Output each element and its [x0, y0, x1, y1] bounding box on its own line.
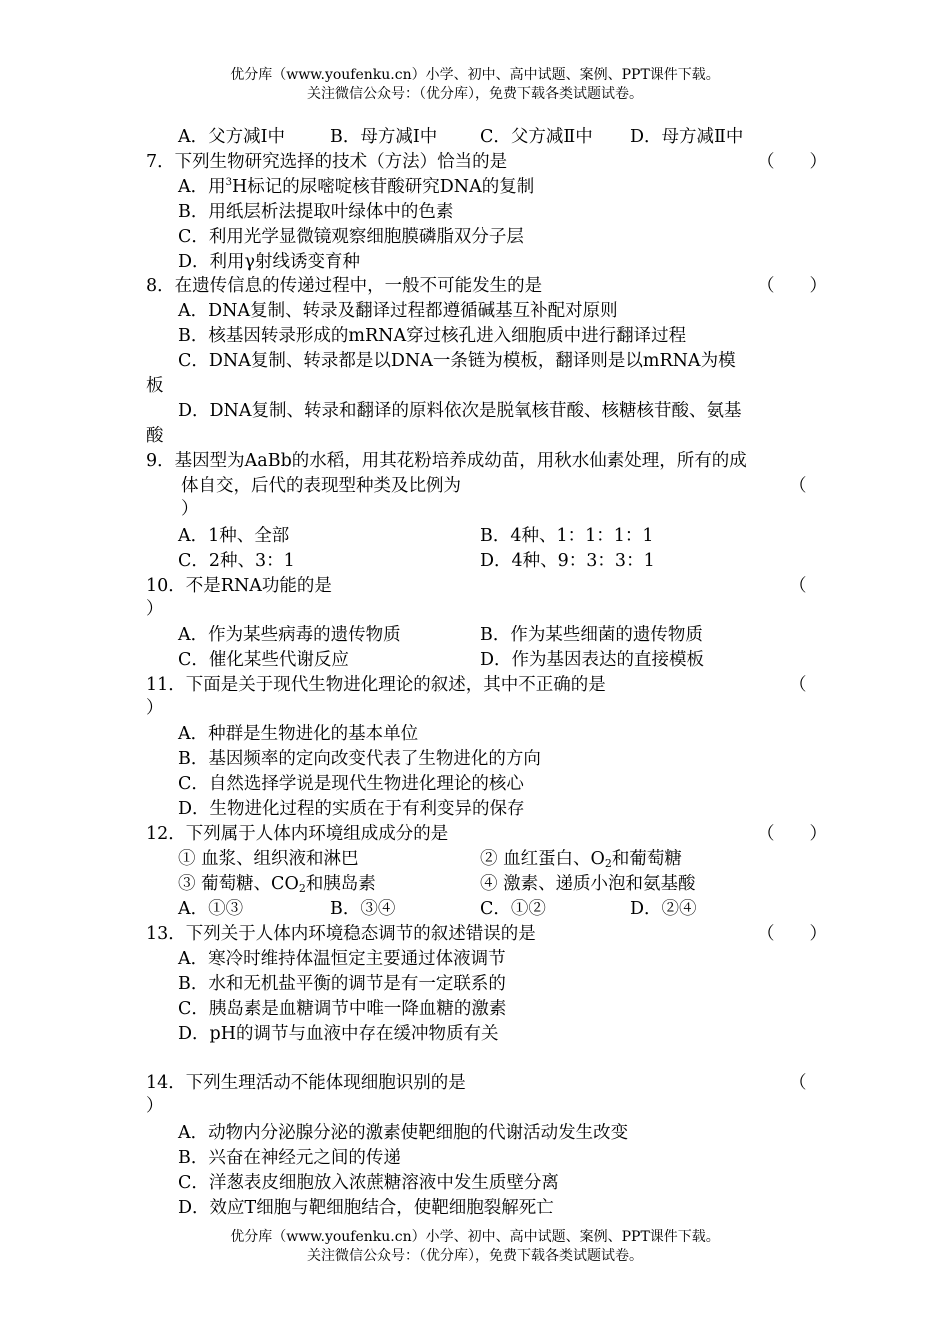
q14-bracket-close: ）	[146, 1096, 164, 1116]
q12-item-3-subscript: 2	[298, 882, 306, 895]
q10-stem: 10．不是RNA功能的是	[146, 576, 332, 596]
footer-line-2: 关注微信公众号：（优分库），免费下载各类试题试卷。	[307, 1248, 643, 1264]
q8-option-d-continued: 酸	[146, 426, 164, 446]
q9-option-a: A．1种、全部	[178, 526, 290, 546]
q11-bracket-open: （	[789, 675, 807, 695]
q9-option-c: C．2种、3：1	[178, 551, 295, 571]
header-line-2: 关注微信公众号：（优分库），免费下载各类试题试卷。	[307, 86, 643, 102]
q8-option-c: C．DNA复制、转录都是以DNA一条链为模板，翻译则是以mRNA为模	[178, 351, 736, 371]
q11-bracket-close: ）	[146, 698, 164, 718]
q6-option-a: A．父方减Ⅰ中	[178, 127, 286, 147]
q6-option-c: C．父方减Ⅱ中	[480, 127, 593, 147]
q11-stem: 11．下面是关于现代生物进化理论的叙述，其中不正确的是	[146, 675, 606, 695]
q9-bracket-close: ）	[181, 499, 199, 519]
q10-option-b: B．作为某些细菌的遗传物质	[480, 625, 703, 645]
q14-option-c: C．洋葱表皮细胞放入浓蔗糖溶液中发生质壁分离	[178, 1173, 559, 1193]
q12-item-2	[480, 847, 682, 871]
q7-option-c: C．利用光学显微镜观察细胞膜磷脂双分子层	[178, 227, 524, 247]
q9-bracket-open: （	[789, 476, 807, 496]
q12-answer-bracket: （ ）	[757, 824, 827, 844]
q7-option-a	[178, 175, 534, 199]
q7-option-d: D．利用γ射线诱变育种	[178, 252, 360, 272]
q13-answer-bracket: （ ）	[757, 924, 827, 944]
q8-option-b: B．核基因转录形成的mRNA穿过核孔进入细胞质中进行翻译过程	[178, 326, 687, 346]
q12-item-3	[178, 872, 376, 896]
q8-option-d: D．DNA复制、转录和翻译的原料依次是脱氧核苷酸、核糖核苷酸、氨基	[178, 401, 742, 421]
q13-option-d: D．pH的调节与血液中存在缓冲物质有关	[178, 1024, 499, 1044]
q12-item-3-text-2: 和胰岛素	[305, 874, 376, 894]
q10-option-a: A．作为某些病毒的遗传物质	[178, 625, 401, 645]
q14-bracket-open: （	[789, 1073, 807, 1093]
q10-option-d: D．作为基因表达的直接模板	[480, 650, 705, 670]
q7-option-b: B．用纸层析法提取叶绿体中的色素	[178, 202, 454, 222]
q12-item-4: ④ 激素、递质小泡和氨基酸	[480, 874, 696, 894]
q12-item-2-text: ② 血红蛋白、O	[480, 849, 605, 869]
q12-option-c: C．①②	[480, 899, 546, 919]
q12-item-3-text: ③ 葡萄糖、CO	[178, 874, 299, 894]
q14-stem: 14．下列生理活动不能体现细胞识别的是	[146, 1073, 466, 1093]
q10-option-c: C．催化某些代谢反应	[178, 650, 349, 670]
q13-option-a: A．寒冷时维持体温恒定主要通过体液调节	[178, 949, 506, 969]
q8-stem: 8．在遗传信息的传递过程中，一般不可能发生的是	[146, 276, 543, 296]
q7-stem: 7．下列生物研究选择的技术（方法）恰当的是	[146, 152, 508, 172]
q6-option-d: D．母方减Ⅱ中	[630, 127, 744, 147]
footer-line-1: 优分库（www.youfenku.cn）小学、初中、高中试题、案例、PPT课件下载。	[230, 1229, 720, 1245]
q14-option-b: B．兴奋在神经元之间的传递	[178, 1148, 401, 1168]
q13-option-b: B．水和无机盐平衡的调节是有一定联系的	[178, 974, 506, 994]
q12-option-d: D．②④	[630, 899, 697, 919]
q7-option-a-text-2: H标记的尿嘧啶核苷酸研究DNA的复制	[232, 177, 535, 197]
q12-item-2-text-2: 和葡萄糖	[611, 849, 682, 869]
q8-answer-bracket: （ ）	[757, 276, 827, 296]
page-header	[0, 66, 950, 104]
q12-item-1: ① 血浆、组织液和淋巴	[178, 849, 359, 869]
q12-option-a: A．①③	[178, 899, 244, 919]
page-footer	[0, 1228, 950, 1266]
q11-option-c: C．自然选择学说是现代生物进化理论的核心	[178, 774, 524, 794]
q6-option-b: B．母方减Ⅰ中	[330, 127, 438, 147]
q11-option-a: A．种群是生物进化的基本单位	[178, 724, 419, 744]
q9-option-d: D．4种、9：3：3：1	[480, 551, 655, 571]
q10-bracket-close: ）	[146, 599, 164, 619]
q7-option-a-text: A．用	[178, 177, 226, 197]
header-line-1: 优分库（www.youfenku.cn）小学、初中、高中试题、案例、PPT课件下载。	[230, 67, 720, 83]
q7-option-a-superscript: 3	[225, 177, 233, 188]
q14-option-a: A．动物内分泌腺分泌的激素使靶细胞的代谢活动发生改变	[178, 1123, 629, 1143]
q10-bracket-open: （	[789, 576, 807, 596]
q8-option-a: A．DNA复制、转录及翻译过程都遵循碱基互补配对原则	[178, 301, 618, 321]
q11-option-d: D．生物进化过程的实质在于有利变异的保存	[178, 799, 525, 819]
q12-stem: 12．下列属于人体内环境组成成分的是	[146, 824, 449, 844]
q13-stem: 13．下列关于人体内环境稳态调节的叙述错误的是	[146, 924, 536, 944]
q14-option-d: D．效应T细胞与靶细胞结合，使靶细胞裂解死亡	[178, 1198, 554, 1218]
q9-stem: 9．基因型为AaBb的水稻，用其花粉培养成幼苗，用秋水仙素处理，所有的成	[146, 451, 747, 471]
q12-item-2-subscript: 2	[604, 857, 612, 870]
q7-answer-bracket: （ ）	[757, 152, 827, 172]
q9-stem-continued: 体自交，后代的表现型种类及比例为	[181, 476, 461, 496]
q12-option-b: B．③④	[330, 899, 396, 919]
q13-option-c: C．胰岛素是血糖调节中唯一降血糖的激素	[178, 999, 507, 1019]
q9-option-b: B．4种、1：1：1：1	[480, 526, 654, 546]
q8-option-c-continued: 板	[146, 376, 164, 396]
q11-option-b: B．基因频率的定向改变代表了生物进化的方向	[178, 749, 541, 769]
